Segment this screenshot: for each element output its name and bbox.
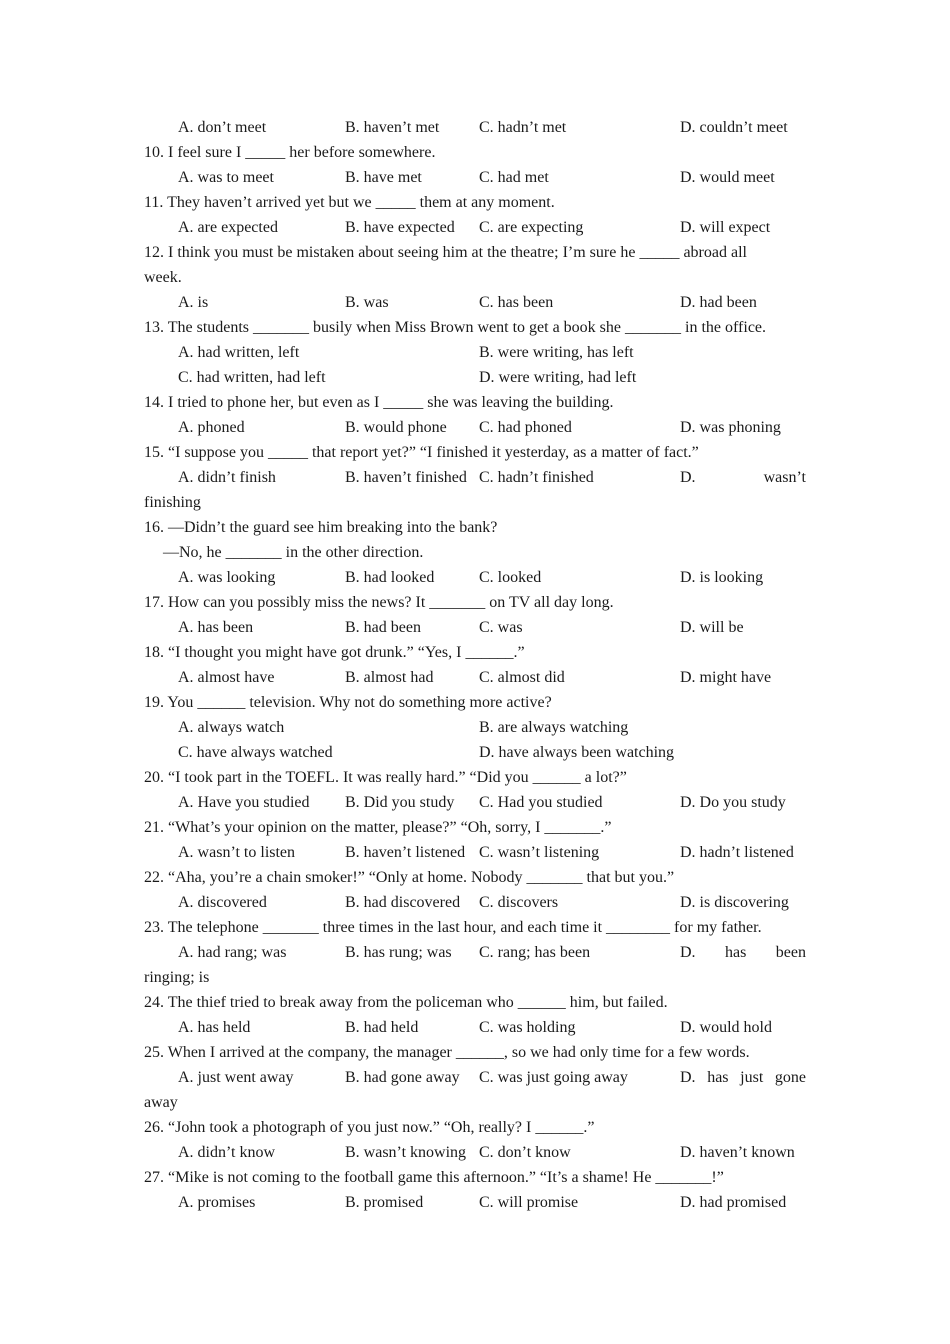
q25-stem: 25. When I arrived at the company, the manager ______, so we had only time for a few words. bbox=[144, 1044, 750, 1061]
q22-option-c: C. discovers bbox=[479, 894, 559, 911]
q26-stem: 26. “John took a photograph of you just now.” “Oh, really? I ______.” bbox=[144, 1119, 595, 1136]
q15-option-d bbox=[680, 465, 806, 490]
q23-option-a: A. had rang; was bbox=[178, 944, 287, 961]
q24-option-c: C. was holding bbox=[479, 1019, 576, 1036]
q18-option-b: B. almost had bbox=[345, 669, 434, 686]
q13-option-c: C. had written, had left bbox=[178, 369, 326, 386]
q27-option-b: B. promised bbox=[345, 1194, 424, 1211]
q12-stem-text: 12. I think you must be mistaken about seeing him at the theatre; I’m sure he _____ abroad all bbox=[144, 244, 747, 261]
q15-option-d-letter: D. bbox=[680, 469, 696, 486]
q25-option-d-word1: has bbox=[707, 1069, 729, 1086]
q17-option-c: C. was bbox=[479, 619, 523, 636]
q20-option-c: C. Had you studied bbox=[479, 794, 603, 811]
q13-option-a: A. had written, left bbox=[178, 344, 300, 361]
q25-option-d-word2: just bbox=[740, 1069, 764, 1086]
q13-stem: 13. The students _______ busily when Miss Brown went to get a book she _______ in the office. bbox=[144, 319, 767, 336]
q10-option-c: C. had met bbox=[479, 169, 549, 186]
q18-options bbox=[168, 665, 806, 690]
q25-option-d-continued: away bbox=[144, 1094, 178, 1111]
q15-option-d-continued: finishing bbox=[144, 494, 201, 511]
q13-options-row1 bbox=[168, 340, 806, 365]
q13-options-row2 bbox=[168, 365, 806, 390]
q22-option-d: D. is discovering bbox=[680, 894, 789, 911]
q23-option-c: C. rang; has been bbox=[479, 944, 591, 961]
q21-option-c: C. wasn’t listening bbox=[479, 844, 600, 861]
q17-option-d: D. will be bbox=[680, 619, 744, 636]
q18-option-d: D. might have bbox=[680, 669, 772, 686]
q19-stem: 19. You ______ television. Why not do something more active? bbox=[144, 694, 552, 711]
q15-option-b: B. haven’t finished bbox=[345, 469, 467, 486]
q24-option-b: B. had held bbox=[345, 1019, 419, 1036]
q22-option-b: B. had discovered bbox=[345, 894, 461, 911]
q19-options-row1 bbox=[168, 715, 806, 740]
q20-option-b: B. Did you study bbox=[345, 794, 455, 811]
q12-option-d: D. had been bbox=[680, 294, 757, 311]
q25-option-a: A. just went away bbox=[178, 1069, 294, 1086]
q14-option-a: A. phoned bbox=[178, 419, 245, 436]
q9-option-a: A. don’t meet bbox=[178, 119, 267, 136]
q16-stem-reply: —No, he _______ in the other direction. bbox=[163, 544, 424, 561]
q20-options bbox=[168, 790, 806, 815]
q14-option-d: D. was phoning bbox=[680, 419, 781, 436]
q17-stem: 17. How can you possibly miss the news? It _______ on TV all day long. bbox=[144, 594, 614, 611]
q15-option-d-word: wasn’t bbox=[763, 469, 806, 486]
q13-option-b: B. were writing, has left bbox=[479, 344, 634, 361]
q25-option-d-letter: D. bbox=[680, 1069, 696, 1086]
q19-option-d: D. have always been watching bbox=[479, 744, 675, 761]
q19-option-a: A. always watch bbox=[178, 719, 285, 736]
q25-options bbox=[168, 1065, 806, 1090]
q21-option-d: D. hadn’t listened bbox=[680, 844, 794, 861]
q23-option-b: B. has rung; was bbox=[345, 944, 452, 961]
q27-option-a: A. promises bbox=[178, 1194, 256, 1211]
q25-option-d bbox=[680, 1065, 806, 1090]
q12-option-a: A. is bbox=[178, 294, 209, 311]
q22-option-a: A. discovered bbox=[178, 894, 267, 911]
q12-option-c: C. has been bbox=[479, 294, 554, 311]
q16-options bbox=[168, 565, 806, 590]
q17-option-a: A. has been bbox=[178, 619, 254, 636]
q21-option-b: B. haven’t listened bbox=[345, 844, 466, 861]
q26-option-b: B. wasn’t knowing bbox=[345, 1144, 467, 1161]
q14-option-b: B. would phone bbox=[345, 419, 447, 436]
q21-option-a: A. wasn’t to listen bbox=[178, 844, 296, 861]
q24-option-d: D. would hold bbox=[680, 1019, 772, 1036]
q20-stem: 20. “I took part in the TOEFL. It was really hard.” “Did you ______ a lot?” bbox=[144, 769, 627, 786]
q15-stem: 15. “I suppose you _____ that report yet?” “I finished it yesterday, as a matter of fact.” bbox=[144, 444, 699, 461]
q27-option-d: D. had promised bbox=[680, 1194, 787, 1211]
q11-options bbox=[168, 215, 806, 240]
q16-option-d: D. is looking bbox=[680, 569, 764, 586]
q9-option-d: D. couldn’t meet bbox=[680, 119, 788, 136]
q14-stem: 14. I tried to phone her, but even as I _____ she was leaving the building. bbox=[144, 394, 614, 411]
q17-options bbox=[168, 615, 806, 640]
q10-options bbox=[168, 165, 806, 190]
q23-stem: 23. The telephone _______ three times in the last hour, and each time it ________ for my father. bbox=[144, 919, 762, 936]
q23-option-d-word2: been bbox=[775, 944, 806, 961]
q14-options bbox=[168, 415, 806, 440]
q10-option-b: B. have met bbox=[345, 169, 422, 186]
q11-option-c: C. are expecting bbox=[479, 219, 584, 236]
q11-option-a: A. are expected bbox=[178, 219, 278, 236]
q10-option-d: D. would meet bbox=[680, 169, 775, 186]
q17-option-b: B. had been bbox=[345, 619, 421, 636]
q13-option-d: D. were writing, had left bbox=[479, 369, 637, 386]
q25-option-d-word3: gone bbox=[774, 1069, 806, 1086]
q26-options bbox=[168, 1140, 806, 1165]
q12-options bbox=[168, 290, 806, 315]
q14-option-c: C. had phoned bbox=[479, 419, 572, 436]
q25-option-b: B. had gone away bbox=[345, 1069, 460, 1086]
q15-option-c: C. hadn’t finished bbox=[479, 469, 594, 486]
q27-options bbox=[168, 1190, 806, 1215]
q21-stem: 21. “What’s your opinion on the matter, please?” “Oh, sorry, I _______.” bbox=[144, 819, 612, 836]
q16-option-b: B. had looked bbox=[345, 569, 435, 586]
q9-option-c: C. hadn’t met bbox=[479, 119, 567, 136]
q27-stem: 27. “Mike is not coming to the football game this afternoon.” “It’s a shame! He _______!” bbox=[144, 1169, 724, 1186]
q19-option-c: C. have always watched bbox=[178, 744, 333, 761]
q16-stem: 16. —Didn’t the guard see him breaking into the bank? bbox=[144, 519, 498, 536]
q22-stem: 22. “Aha, you’re a chain smoker!” “Only at home. Nobody _______ that but you.” bbox=[144, 869, 675, 886]
q18-stem: 18. “I thought you might have got drunk.” “Yes, I ______.” bbox=[144, 644, 525, 661]
q15-options bbox=[168, 465, 806, 490]
q12-stem-continued: week. bbox=[144, 269, 182, 286]
q11-stem: 11. They haven’t arrived yet but we _____ them at any moment. bbox=[144, 194, 555, 211]
q10-option-a: A. was to meet bbox=[178, 169, 274, 186]
q24-stem: 24. The thief tried to break away from the policeman who ______ him, but failed. bbox=[144, 994, 668, 1011]
q15-option-a: A. didn’t finish bbox=[178, 469, 276, 486]
q26-option-a: A. didn’t know bbox=[178, 1144, 276, 1161]
q26-option-d: D. haven’t known bbox=[680, 1144, 795, 1161]
q20-option-d: D. Do you study bbox=[680, 794, 786, 811]
q19-option-b: B. are always watching bbox=[479, 719, 629, 736]
q21-options bbox=[168, 840, 806, 865]
q12-stem bbox=[144, 240, 806, 265]
q24-option-a: A. has held bbox=[178, 1019, 251, 1036]
q11-option-d: D. will expect bbox=[680, 219, 771, 236]
q16-option-a: A. was looking bbox=[178, 569, 276, 586]
q24-options bbox=[168, 1015, 806, 1040]
q18-option-c: C. almost did bbox=[479, 669, 565, 686]
q9-options bbox=[168, 115, 806, 140]
q10-stem: 10. I feel sure I _____ her before somewhere. bbox=[144, 144, 436, 161]
q22-options bbox=[168, 890, 806, 915]
q18-option-a: A. almost have bbox=[178, 669, 275, 686]
q23-option-d bbox=[680, 940, 806, 965]
q16-option-c: C. looked bbox=[479, 569, 542, 586]
q27-option-c: C. will promise bbox=[479, 1194, 579, 1211]
q20-option-a: A. Have you studied bbox=[178, 794, 310, 811]
q23-option-d-word1: has bbox=[725, 944, 747, 961]
q23-option-d-continued: ringing; is bbox=[144, 969, 210, 986]
q23-options bbox=[168, 940, 806, 965]
q23-option-d-letter: D. bbox=[680, 944, 696, 961]
q19-options-row2 bbox=[168, 740, 806, 765]
q9-option-b: B. haven’t met bbox=[345, 119, 440, 136]
q25-option-c: C. was just going away bbox=[479, 1069, 628, 1086]
q11-option-b: B. have expected bbox=[345, 219, 455, 236]
q12-option-b: B. was bbox=[345, 294, 389, 311]
q26-option-c: C. don’t know bbox=[479, 1144, 571, 1161]
